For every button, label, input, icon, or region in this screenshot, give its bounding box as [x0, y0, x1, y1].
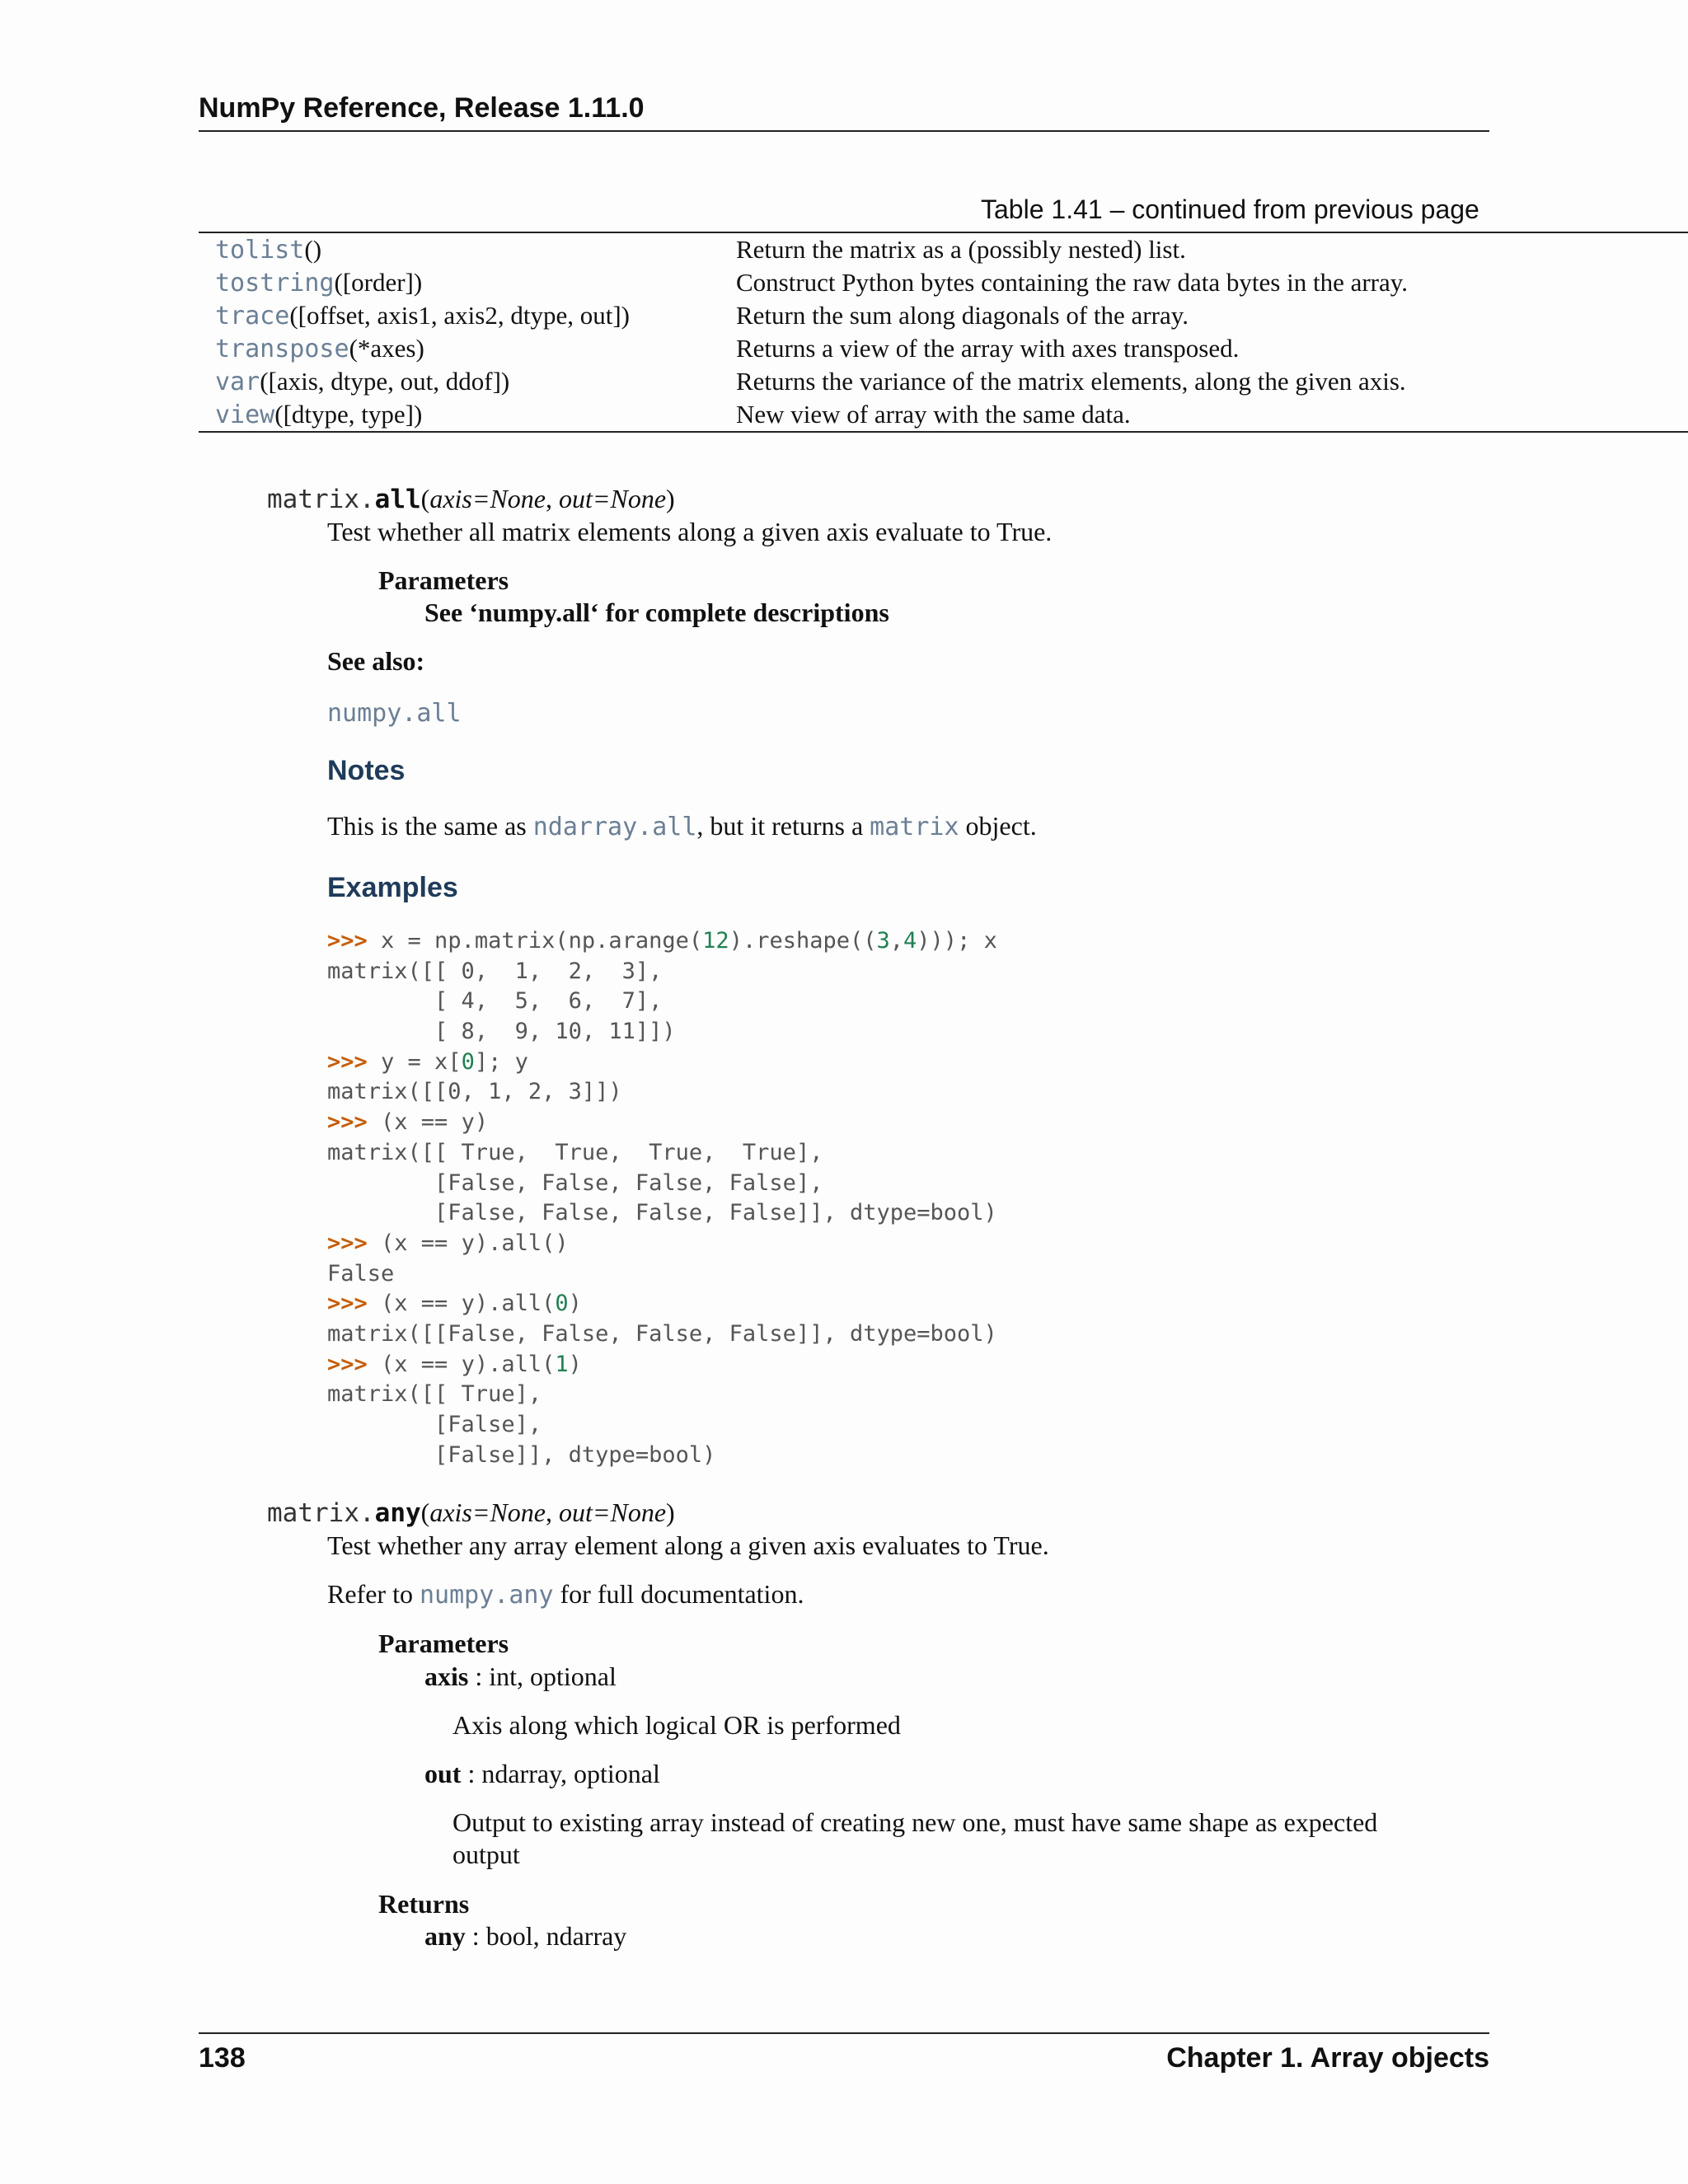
any-sig-arg-axis: axis=None [429, 1497, 546, 1527]
method-args: ([offset, axis1, axis2, dtype, out]) [289, 301, 630, 330]
all-sig-open: ( [420, 484, 430, 513]
method-description: Returns the variance of the matrix elements, along the given axis. [736, 367, 1406, 396]
table-row [199, 365, 1688, 398]
all-sig-sep: , [546, 484, 559, 513]
all-examples-heading: Examples [327, 872, 458, 903]
method-args: ([dtype, type]) [274, 400, 423, 429]
method-description: Return the matrix as a (possibly nested) list. [736, 235, 1186, 264]
method-link[interactable]: transpose [215, 335, 349, 363]
table-caption: Table 1.41 – continued from previous page [981, 194, 1479, 224]
matrix-link[interactable]: matrix [870, 813, 959, 841]
code-line: >>> y = x[0]; y [327, 1048, 528, 1075]
method-description: Returns a view of the array with axes transposed. [736, 334, 1240, 363]
method-link[interactable]: trace [215, 302, 290, 330]
any-sig-close: ) [666, 1497, 675, 1527]
code-line: [False, False, False, False], [327, 1169, 823, 1196]
method-signature [199, 268, 736, 298]
any-param-axis-desc: Axis along which logical OR is performed [452, 1710, 901, 1740]
any-sig-arg-out: out=None [559, 1497, 667, 1527]
any-sig-name: any [374, 1498, 421, 1528]
all-code-example [327, 926, 997, 1470]
all-notes-text [327, 811, 1037, 841]
code-line: >>> (x == y).all(0) [327, 1291, 582, 1317]
notes-text-post: object. [959, 811, 1037, 841]
notes-text-pre: This is the same as [327, 811, 533, 841]
any-returns-label: Returns [378, 1889, 470, 1919]
code-line: False [327, 1260, 395, 1286]
numpy-any-link[interactable]: numpy.any [419, 1581, 554, 1610]
header-rule [199, 130, 1489, 132]
method-signature [199, 334, 736, 363]
code-line: >>> (x == y) [327, 1109, 489, 1136]
page-number: 138 [199, 2042, 246, 2074]
any-summary: Test whether any array element along a given axis evaluates to True. [327, 1530, 1049, 1560]
all-sig-name: all [374, 485, 421, 514]
all-sig-class: matrix. [267, 485, 375, 514]
all-sig-arg-axis: axis=None [429, 484, 546, 513]
param-out-type: : ndarray, optional [461, 1759, 660, 1788]
table-row [199, 398, 1688, 431]
method-link[interactable]: view [215, 401, 275, 429]
any-param-out-desc-1: Output to existing array instead of creating new one, must have same shape as expected [452, 1807, 1378, 1837]
any-signature [267, 1497, 675, 1528]
any-sig-sep: , [546, 1497, 559, 1527]
code-line: matrix([[ 0, 1, 2, 3], [327, 958, 663, 984]
method-args: (*axes) [349, 334, 424, 363]
code-line: [False]], dtype=bool) [327, 1441, 716, 1468]
all-sig-close: ) [666, 484, 675, 513]
method-link[interactable]: tostring [215, 269, 335, 298]
notes-text-mid: , but it returns a [696, 811, 870, 841]
running-header: NumPy Reference, Release 1.11.0 [199, 92, 645, 124]
any-param-axis [424, 1661, 617, 1692]
code-line: >>> x = np.matrix(np.arange(12).reshape((3,4))); x [327, 928, 997, 954]
table-row [199, 332, 1688, 365]
code-line: >>> (x == y).all(1) [327, 1351, 582, 1377]
code-line: [False], [327, 1412, 542, 1437]
any-refer-text [327, 1579, 804, 1610]
code-line: [ 4, 5, 6, 7], [327, 988, 663, 1015]
code-line: matrix([[ True], [327, 1381, 542, 1408]
any-param-out [424, 1759, 660, 1789]
all-see-also-link[interactable]: numpy.all [327, 699, 462, 728]
any-return-value [424, 1921, 626, 1952]
table-row [199, 233, 1688, 266]
method-args: ([axis, dtype, out, ddof]) [260, 367, 510, 396]
all-see-also-label: See also: [327, 646, 425, 676]
method-description: Construct Python bytes containing the raw data bytes in the array. [736, 268, 1408, 297]
code-line: matrix([[ True, True, True, True], [327, 1139, 823, 1165]
method-link[interactable]: tolist [215, 236, 305, 265]
method-signature [199, 367, 736, 396]
method-description: New view of array with the same data. [736, 400, 1131, 429]
ndarray-all-link[interactable]: ndarray.all [532, 813, 697, 841]
method-signature [199, 301, 736, 330]
param-out-name: out [424, 1759, 462, 1788]
footer-rule [199, 2032, 1489, 2034]
any-sig-class: matrix. [267, 1498, 375, 1528]
all-sig-arg-out: out=None [559, 484, 667, 513]
code-line: [ 8, 9, 10, 11]]) [327, 1019, 676, 1045]
all-params-label: Parameters [378, 565, 509, 595]
methods-table [199, 232, 1688, 433]
chapter-title: Chapter 1. Array objects [1166, 2042, 1489, 2074]
refer-pre: Refer to [327, 1579, 420, 1609]
any-sig-open: ( [420, 1497, 430, 1527]
method-args: ([order]) [334, 268, 423, 297]
any-param-out-desc-2: output [452, 1840, 520, 1869]
any-params-label: Parameters [378, 1629, 509, 1658]
code-line: [False, False, False, False]], dtype=bool) [327, 1200, 997, 1226]
param-axis-name: axis [424, 1661, 469, 1691]
method-signature [199, 235, 736, 265]
all-params-text: See ‘numpy.all‘ for complete descriptions [424, 598, 889, 627]
table-row [199, 266, 1688, 299]
param-axis-type: : int, optional [468, 1661, 617, 1691]
all-signature [267, 484, 675, 514]
return-name: any [424, 1921, 466, 1951]
table-row [199, 299, 1688, 332]
method-link[interactable]: var [215, 368, 260, 396]
refer-post: for full documentation. [553, 1579, 804, 1609]
code-line: >>> (x == y).all() [327, 1230, 569, 1256]
method-description: Return the sum along diagonals of the array. [736, 301, 1189, 330]
method-args: () [304, 235, 322, 264]
return-type: : bool, ndarray [465, 1921, 627, 1951]
code-line: matrix([[False, False, False, False]], dtype=bool) [327, 1320, 997, 1347]
all-notes-heading: Notes [327, 755, 406, 786]
method-signature [199, 400, 736, 429]
all-summary: Test whether all matrix elements along a given axis evaluate to True. [327, 517, 1053, 546]
code-line: matrix([[0, 1, 2, 3]]) [327, 1079, 622, 1105]
